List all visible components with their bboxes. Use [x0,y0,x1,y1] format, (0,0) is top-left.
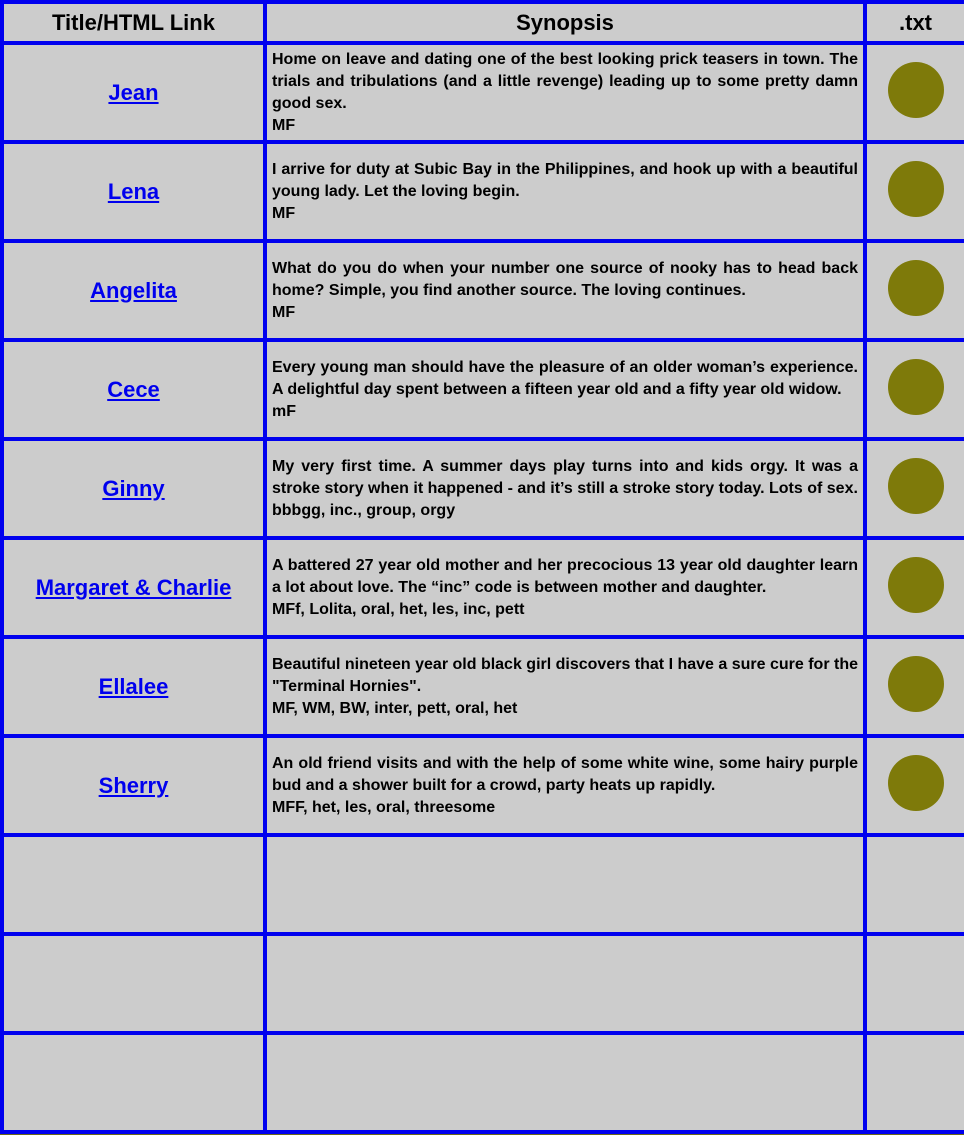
txt-cell [865,538,964,637]
synopsis-cell [265,538,865,637]
story-codes: MF [272,116,296,134]
txt-cell [865,142,964,241]
story-title-link[interactable]: Sherry [98,772,169,798]
title-cell [2,439,265,538]
synopsis-cell [265,241,865,340]
synopsis-text: My very first time. A summer days play turns into and kids orgy. It was a stroke story when it happened - and it’s still a stroke story today. Lots of sex. [272,457,858,497]
title-cell [2,241,265,340]
story-codes: MF, WM, BW, inter, pett, oral, het [272,699,518,717]
txt-cell [865,835,964,934]
title-cell [2,1033,265,1132]
story-codes: MFF, het, les, oral, threesome [272,798,496,816]
txt-cell [865,934,964,1033]
synopsis-cell [265,340,865,439]
txt-download-button[interactable] [888,62,944,118]
txt-download-button[interactable] [888,755,944,811]
column-header-txt: .txt [865,2,964,43]
synopsis-text: Every young man should have the pleasure of an older woman’s experience. A delightful day spent between a fifteen year old and a fifty year old widow. [272,358,858,398]
story-codes: mF [272,402,296,420]
synopsis-text: Beautiful nineteen year old black girl discovers that I have a sure cure for the "Terminal Hornies". [272,655,858,695]
txt-download-button[interactable] [888,260,944,316]
story-title-link[interactable]: Margaret & Charlie [35,574,232,600]
table-row [2,934,964,1033]
story-codes: MF [272,204,296,222]
table-header-row [2,2,964,43]
synopsis-cell [265,142,865,241]
title-cell [2,340,265,439]
synopsis-cell [265,736,865,835]
table-row [2,241,964,340]
table-row [2,340,964,439]
column-header-synopsis: Synopsis [265,2,865,43]
synopsis-text: A battered 27 year old mother and her precocious 13 year old daughter learn a lot about love. The “inc” code is between mother and daughter. [272,556,858,596]
column-header-title-link: Title/HTML Link [2,2,265,43]
synopsis-cell [265,835,865,934]
story-title-link[interactable]: Ginny [102,475,165,501]
story-title-link[interactable]: Ellalee [98,673,169,699]
story-codes: bbbgg, inc., group, orgy [272,501,456,519]
txt-cell [865,43,964,142]
synopsis-cell [265,637,865,736]
table-row [2,835,964,934]
title-cell [2,43,265,142]
story-codes: MF [272,303,296,321]
txt-cell [865,241,964,340]
txt-download-button[interactable] [888,656,944,712]
synopsis-cell [265,934,865,1033]
table-row [2,637,964,736]
txt-download-button[interactable] [888,458,944,514]
synopsis-text: Home on leave and dating one of the best looking prick teasers in town. The trials and tribulations (and a little revenge) leading up to some pretty damn good sex. [272,50,858,112]
story-title-link[interactable]: Angelita [90,277,177,303]
table-row [2,538,964,637]
table-row [2,43,964,142]
title-cell [2,538,265,637]
story-title-link[interactable]: Cece [107,376,160,402]
txt-cell [865,736,964,835]
title-cell [2,637,265,736]
title-cell [2,736,265,835]
txt-cell [865,1033,964,1132]
story-codes: MFf, Lolita, oral, het, les, inc, pett [272,600,525,618]
synopsis-cell [265,1033,865,1132]
synopsis-cell [265,439,865,538]
story-title-link[interactable]: Jean [108,79,159,105]
txt-download-button[interactable] [888,359,944,415]
table-row [2,142,964,241]
txt-download-button[interactable] [888,557,944,613]
synopsis-text: I arrive for duty at Subic Bay in the Philippines, and hook up with a beautiful young lady. Let the loving begin. [272,160,858,200]
txt-cell [865,340,964,439]
table-row [2,1033,964,1132]
synopsis-text: An old friend visits and with the help of some white wine, some hairy purple bud and a shower built for a crowd, party heats up rapidly. [272,754,858,794]
title-cell [2,142,265,241]
synopsis-text: What do you do when your number one source of nooky has to head back home? Simple, you find another source. The loving continues. [272,259,858,299]
title-cell [2,934,265,1033]
title-cell [2,835,265,934]
table-row [2,736,964,835]
txt-download-button[interactable] [888,161,944,217]
txt-cell [865,637,964,736]
story-title-link[interactable]: Lena [107,178,160,204]
txt-cell [865,439,964,538]
synopsis-cell [265,43,865,142]
table-row [2,439,964,538]
